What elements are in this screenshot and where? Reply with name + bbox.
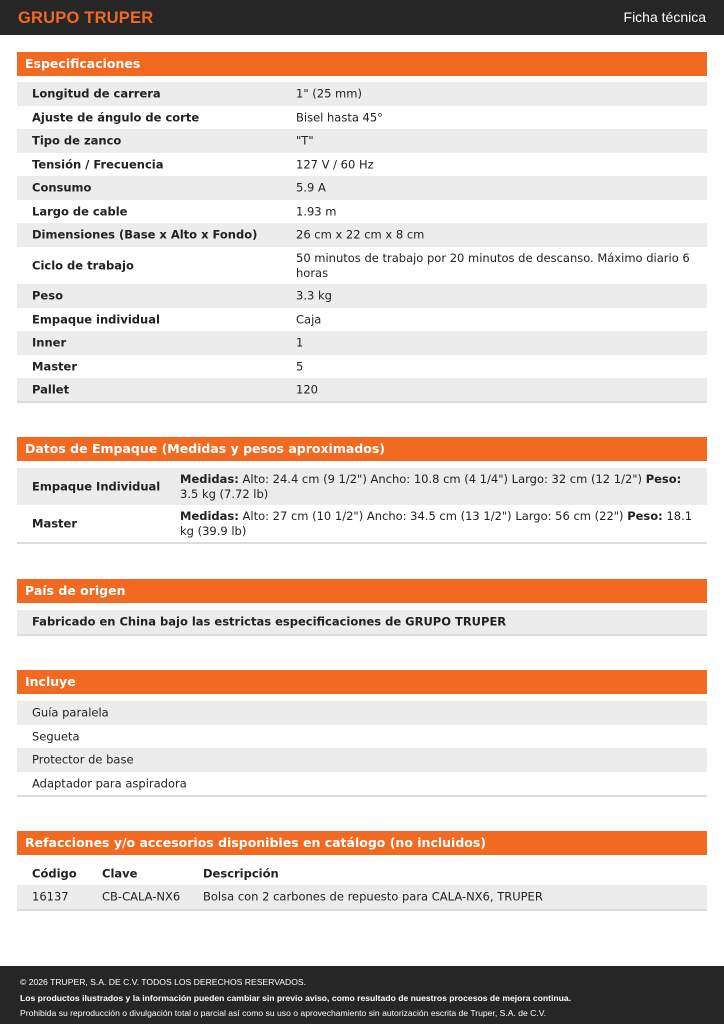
- include-item-label: Guía paralela: [32, 705, 109, 720]
- packaging-row: [17, 468, 707, 505]
- spec-label: Inner: [32, 335, 67, 350]
- spec-label: Consumo: [32, 180, 92, 195]
- spec-label: Empaque individual: [32, 312, 160, 326]
- medidas-label: Medidas:: [180, 508, 239, 523]
- packaging-label: Master: [32, 516, 78, 530]
- spec-value: 26 cm x 22 cm x 8 cm: [296, 227, 425, 242]
- part-clave: CB-CALA-NX6: [102, 889, 181, 904]
- include-item-label: Segueta: [32, 729, 80, 743]
- spec-row: [17, 284, 707, 308]
- top-bar: [0, 0, 724, 35]
- spec-label: Tensión / Frecuencia: [32, 157, 164, 171]
- peso-value: 18.1 kg (39.9 lb): [180, 508, 693, 538]
- part-codigo: 16137: [32, 889, 69, 904]
- parts-table-header: [17, 862, 707, 885]
- spec-row: [17, 355, 707, 378]
- spec-label: Longitud de carrera: [32, 86, 161, 101]
- spec-label: Tipo de zanco: [32, 133, 122, 148]
- packaging-value: [180, 509, 700, 539]
- packaging-label: Empaque Individual: [32, 479, 161, 493]
- spec-label: Ajuste de ángulo de corte: [32, 110, 200, 124]
- spec-row: [17, 200, 707, 223]
- include-item: [17, 748, 707, 772]
- spec-label: Largo de cable: [32, 204, 128, 218]
- spec-row: [17, 176, 707, 200]
- peso-label: Peso:: [627, 508, 663, 523]
- footer: [0, 966, 724, 1024]
- origin-text: Fabricado en China bajo las estrictas especificaciones de GRUPO TRUPER: [32, 614, 507, 629]
- spec-row: [17, 129, 707, 153]
- divider: [17, 909, 707, 911]
- parts-section-title: Refacciones y/o accesorios disponibles en catálogo (no incluidos): [17, 831, 707, 855]
- spec-row: [17, 247, 707, 284]
- spec-label: Master: [32, 359, 78, 373]
- spec-row: [17, 82, 707, 106]
- origin-row: [17, 610, 707, 634]
- packaging-value: [180, 472, 700, 502]
- spec-value: 3.3 kg: [296, 288, 332, 303]
- medidas-value: Alto: 24.4 cm (9 1/2") Ancho: 10.8 cm (4 1/4") Largo: 32 cm (12 1/2"): [242, 471, 643, 486]
- divider: [17, 401, 707, 403]
- disclaimer-text: Los productos ilustrados y la información pueden cambiar sin previo aviso, como resultado de nuestros procesos de mejora continua.: [20, 992, 572, 1003]
- spec-value: 1.93 m: [296, 204, 337, 218]
- peso-label: Peso:: [645, 471, 682, 486]
- spec-label: Peso: [32, 288, 63, 303]
- copyright-text: © 2026 TRUPER, S.A. DE C.V. TODOS LOS DERECHOS RESERVADOS.: [20, 977, 307, 987]
- spec-value: "T": [296, 133, 314, 148]
- medidas-label: Medidas:: [180, 471, 239, 486]
- spec-value: 127 V / 60 Hz: [296, 157, 374, 171]
- include-item-label: Protector de base: [32, 752, 134, 767]
- spec-row: [17, 223, 707, 247]
- spec-value: 5: [296, 359, 304, 373]
- spec-label: Pallet: [32, 382, 70, 396]
- divider: [17, 795, 707, 797]
- packaging-section-title: Datos de Empaque (Medidas y pesos aproximados): [17, 437, 707, 461]
- divider: [17, 542, 707, 544]
- include-item: [17, 772, 707, 795]
- include-item: [17, 725, 707, 748]
- packaging-row: [17, 505, 707, 542]
- origin-section-title: País de origen: [17, 579, 707, 603]
- spec-label: Dimensiones (Base x Alto x Fondo): [32, 227, 258, 242]
- column-header-descripcion: Descripción: [203, 866, 279, 880]
- column-header-codigo: Código: [32, 866, 77, 880]
- spec-value: 1" (25 mm): [296, 86, 362, 101]
- spec-row: [17, 308, 707, 331]
- part-descripcion: Bolsa con 2 carbones de repuesto para CALA-NX6, TRUPER: [203, 889, 543, 904]
- spec-value: 5.9 A: [296, 180, 326, 195]
- spec-value: 120: [296, 382, 318, 396]
- include-item: [17, 701, 707, 725]
- spec-row: [17, 153, 707, 176]
- specs-section-title: Especificaciones: [17, 52, 707, 76]
- spec-label: Ciclo de trabajo: [32, 258, 134, 272]
- medidas-value: Alto: 27 cm (10 1/2") Ancho: 34.5 cm (13 1/2") Largo: 56 cm (22"): [242, 508, 624, 523]
- brand-logo: GRUPO TRUPER: [18, 9, 154, 27]
- divider: [17, 634, 707, 636]
- peso-value: 3.5 kg (7.72 lb): [180, 486, 269, 501]
- legal-text: Prohibida su reproducción o divulgación total o parcial así como su uso o aprovechamiento sin autorización escrita de Truper, S.A. de C.V.: [20, 1008, 547, 1018]
- column-header-clave: Clave: [102, 866, 138, 880]
- spec-value: Bisel hasta 45°: [296, 110, 383, 124]
- includes-section-title: Incluye: [17, 670, 707, 694]
- document-type-label: Ficha técnica: [623, 9, 706, 25]
- spec-value: Caja: [296, 312, 322, 326]
- spec-row: [17, 331, 707, 355]
- spec-value: 1: [296, 335, 304, 350]
- parts-table-row: [17, 885, 707, 909]
- spec-row: [17, 378, 707, 401]
- include-item-label: Adaptador para aspiradora: [32, 776, 187, 790]
- spec-row: [17, 106, 707, 129]
- spec-value: 50 minutos de trabajo por 20 minutos de descanso. Máximo diario 6 horas: [296, 250, 690, 280]
